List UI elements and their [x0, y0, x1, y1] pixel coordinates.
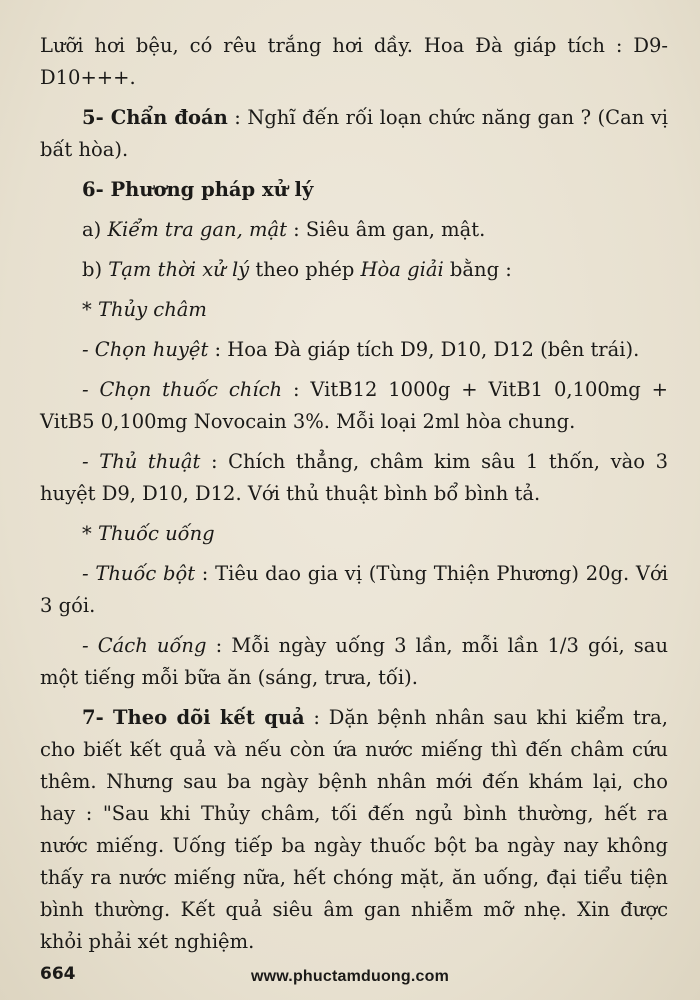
section-heading-treatment: 6- Phương pháp xử lý [82, 178, 314, 201]
section-heading-diagnosis: 5- Chẩn đoán [82, 106, 228, 129]
paragraph-tongue [40, 30, 668, 94]
subheading-water-acupuncture: * Thủy châm [82, 298, 207, 321]
paragraph-text: : Dặn bệnh nhân sau khi kiểm tra, cho biết kết quả và nếu còn ứa nước miếng thì đến châm cứu thêm. Nhưng sau ba ngày bệnh nhân mới đến khám lại, cho hay : "Sau khi Thủy châm, tối đến ngủ bình thường, hết ra nước miếng. Uống tiếp ba ngày thuốc bột ba ngày nay không thấy ra nước miếng nữa, hết chóng mặt, ăn uống, đại tiểu tiện bình thường. Kết quả siêu âm gan nhiễm mỡ nhẹ. Xin được khỏi phải xét nghiệm. [40, 706, 669, 953]
paragraph-text: : Siêu âm gan, mật. [286, 218, 486, 241]
section-heading-follow-up: 7- Theo dõi kết quả [82, 706, 305, 729]
italic-term: - Cách uống [82, 634, 207, 657]
paragraph-text: theo phép [249, 258, 361, 281]
paragraph-treatment-heading [40, 174, 668, 206]
paragraph-check-liver [40, 214, 668, 246]
paragraph-water-acupuncture [40, 294, 668, 326]
paragraph-temporary-treatment [40, 254, 668, 286]
italic-term: Tạm thời xử lý [108, 258, 250, 281]
list-marker: b) [82, 258, 109, 281]
paragraph-oral-medicine [40, 518, 668, 550]
paragraph-text: : Nghĩ đến rối loạn chức năng gan ? (Can vị bất hòa). [40, 106, 668, 161]
paragraph-text: Lưỡi hơi bệu, có rêu trắng hơi dầy. Hoa Đà giáp tích : D9-D10+++. [40, 34, 668, 89]
paragraph-text: bằng : [443, 258, 512, 281]
paragraph-choose-points [40, 334, 668, 366]
paragraph-follow-up [40, 702, 668, 958]
italic-term: - Chọn huyệt [82, 338, 209, 361]
footer-url: www.phuctamduong.com [250, 968, 450, 985]
paragraph-text: : Chích thẳng, châm kim sâu 1 thốn, vào 3 huyệt D9, D10, D12. Với thủ thuật bình bổ bình tả. [40, 450, 669, 505]
paragraph-text: : Hoa Đà giáp tích D9, D10, D12 (bên trái). [208, 338, 640, 361]
subheading-oral-medicine: * Thuốc uống [82, 522, 215, 545]
italic-term: - Thủ thuật [82, 450, 201, 473]
italic-term: Kiểm tra gan, mật [107, 218, 287, 241]
italic-term: - Thuốc bột [82, 562, 196, 585]
italic-term: - Chọn thuốc chích [82, 378, 283, 401]
list-marker: a) [82, 218, 108, 241]
paragraph-technique [40, 446, 668, 510]
paragraph-dosage [40, 630, 668, 694]
paragraph-choose-injection [40, 374, 668, 438]
page-body [40, 30, 668, 966]
paragraph-text: : Mỗi ngày uống 3 lần, mỗi lần 1/3 gói, sau một tiếng mỗi bữa ăn (sáng, trưa, tối). [40, 634, 668, 689]
italic-term: Hòa giải [360, 258, 444, 281]
paragraph-text: : VitB12 1000g + VitB1 0,100mg + VitB5 0,100mg Novocain 3%. Mỗi loại 2ml hòa chung. [40, 378, 668, 433]
paragraph-powder [40, 558, 668, 622]
paragraph-text: : Tiêu dao gia vị (Tùng Thiện Phương) 20g. Với 3 gói. [40, 562, 668, 617]
page-number: 664 [40, 964, 76, 984]
paragraph-diagnosis [40, 102, 668, 166]
